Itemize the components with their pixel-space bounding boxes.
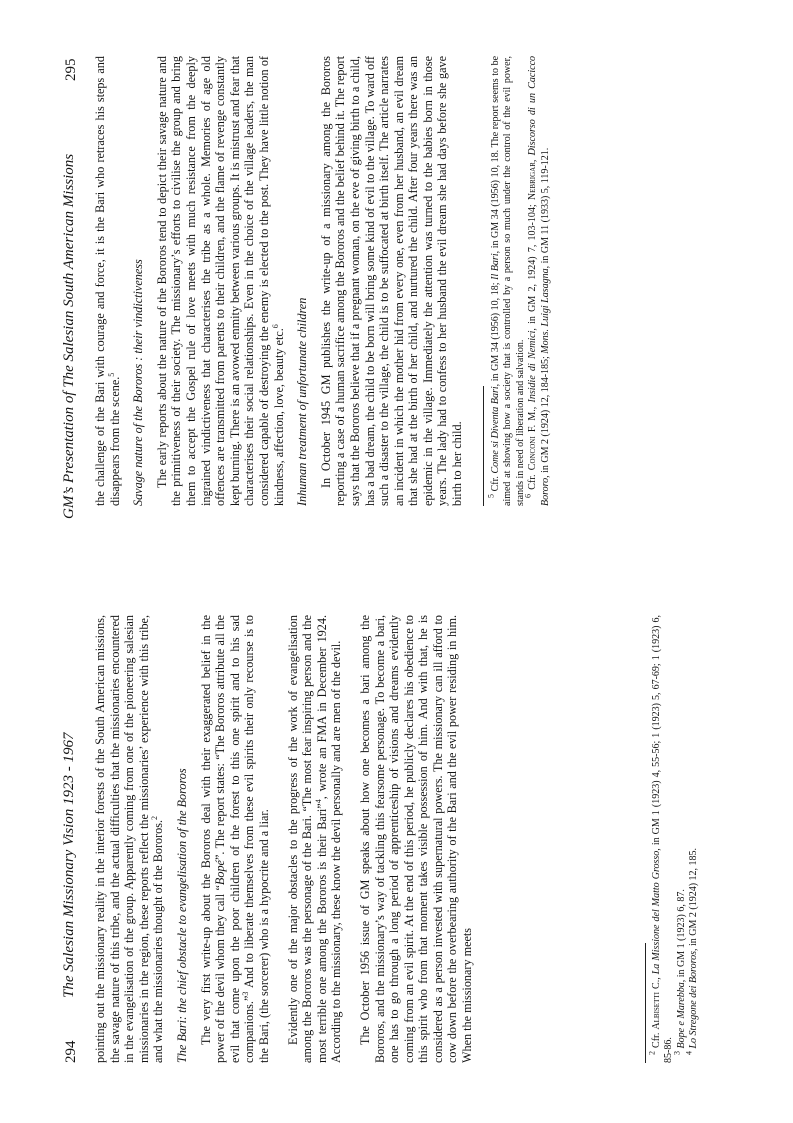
right-footnotes <box>486 55 552 506</box>
paragraph: the challenge of the Bari with courage and force, it is the Bari who retraces his steps and disappears from the scene.$^5$ <box>93 56 122 506</box>
footnote: $^6$ Cfr. Conconi F. M., Insidie di Nemici, in GM 2, 1924) 7, 103-104; Nebrigar, Discorso di un Cacicco Bororo, in GM 2 (1924) 12, 184-185; Mons. Luigi Lasagna, in GM 11 (1933) 5, 119-121. <box>523 55 551 506</box>
page-number: 295 <box>63 58 79 81</box>
paragraph: The October 1956 issue of GM speaks about how one becomes a bari among the Bororos, and the missionary’s way of tackling this fearsome personage. To become a bari, one has to go through a long period of apprenticeship of visions and dreams evidently coming from an evil spirit. At the end of this period, he publicly declares his obedience to this spirit who from that moment takes visible possession of him. And with that, he is considered as a person invested with supernatural powers. The missionary can ill afford to cow down before the overbearing authority of the Bari and the evil power residing in him. When the missionary meets <box>357 615 475 1063</box>
footnote-ref: 4 <box>313 799 323 804</box>
footnote-ref: 5 <box>106 372 116 377</box>
footnote-rule <box>645 943 646 1063</box>
section-heading: Savage nature of the Bororos : their vindictiveness <box>131 259 146 506</box>
paragraph: Evidently one of the major obstacles to the progress of the work of evangelisation among the Bororos was the personage of the Bari. “The most fear inspiring person and the most terrible one among the Bororos is their Bari”$^4$, wrote an FMA in December 1924. According to the missionary, these know the devil personally and are men of the devil. <box>285 615 344 1063</box>
running-head: The Salesian Missionary Vision 1923 - 1967 <box>61 732 77 998</box>
footnote: $^3$ Bope e Marebba, in GM 1 (1923) 6, 87. <box>672 889 687 1055</box>
section-heading: The Bari: the chief obstacle to evangelisation of the Bororos <box>174 768 189 1063</box>
right-body-text <box>93 56 465 506</box>
paragraph: The early reports about the nature of the Bororos tend to depict their savage nature and the primitiveness of their society. The missionary’s efforts to civilise the group and bring them to accept the Gospel rule of love meets with much resistance from the deeply ingrained vindictiveness that characterises the tribe as a whole. Memories of age old offences are transmitted from parents to their children, and the flame of revenge constantly kept burning. There is an avowed enmity between various groups. It is mistrust and fear that characterises their social relationships. Even in the choice of the village leaders, the man considered capable of destroying the enemy is elected to the post. They have little notion of kindness, affection, love, beauty etc.$^6$ <box>154 56 286 506</box>
footnote-ref: 2 <box>150 815 160 820</box>
paragraph: In October 1945 GM publishes the write-up of a missionary among the Bororos reporting a case of a human sacrifice among the Bororos and the belief behind it. The report says that the Bororos believe that if a pregnant woman, on the eve of giving birth to a child, has a bad dream, the child to be born will bring some kind of evil to the village. To ward off such a disaster to the village, the child is to be suffocated at birth itself. The article narrates an incident in which the mother hid from every one, even from her husband, an evil dream that she had at the birth of her child, and nurtured the child. After four years there was an epidemic in the village. Immediately the attention was turned to the babies born in those years. The lady had to confess to her husband the evil dream she had days before she gave birth to her child. <box>318 56 465 506</box>
running-head: GM’s Presentation of The Salesian South American Missions <box>61 153 77 519</box>
left-footnotes <box>647 614 701 1063</box>
paragraph: pointing out the missionary reality in the interior forests of the South American missions, the savage nature of this tribe, and the actual difficulties that the missionaries encountered in the evangelisation of the group. Apparently coming from one of the pioneering salesian missionaries in the region, these reports reflect the missionaries’ experience with this tribe, and what the missionaries thought of the Bororos.$^2$ <box>93 615 166 1063</box>
footnote: $^4$ Lo Stregone dei Bororos, in GM 2 (1924) 12, 185. <box>684 847 700 1055</box>
left-page <box>0 563 793 1123</box>
footnote-rule <box>483 386 484 506</box>
left-body-text <box>93 615 475 1063</box>
footnote: $^2$ Cfr. Albisetti C., La Missione del Matto Grosso, in GM 1 (1923) 4, 55-56; 1 (1923) 5, 67-69; 1 (1923) 6, 85-86. <box>647 614 675 1063</box>
page-number: 294 <box>63 1040 79 1063</box>
section-heading: Inhuman treatment of unfortunate children <box>295 297 310 506</box>
footnote: $^5$ Cfr. Come si Diventa Bari, in GM 34 (1956) 10, 18; Il Bari, in GM 34 (1956) 10, 18. The report seems to be aimed at showing how a society that is controlled by a person so much under the control of the evil power, stands in need of liberation and salvation. <box>486 55 526 506</box>
footnote-ref: 3 <box>241 991 251 996</box>
paragraph: The very first write-up about the Bororos deal with their exaggerated belief in the power of the devil whom they call “Bopé”. The report states: “The Bororos attribute all the evil that come upon the poor children of the forest to this one spirit and to his sad companions.”$^3$ And to liberate themselves from these evil spirits their only recourse is to the Bari, (the sorcerer) who is a hypocrite and a liar. <box>198 615 271 1063</box>
footnote-ref: 6 <box>270 324 280 329</box>
